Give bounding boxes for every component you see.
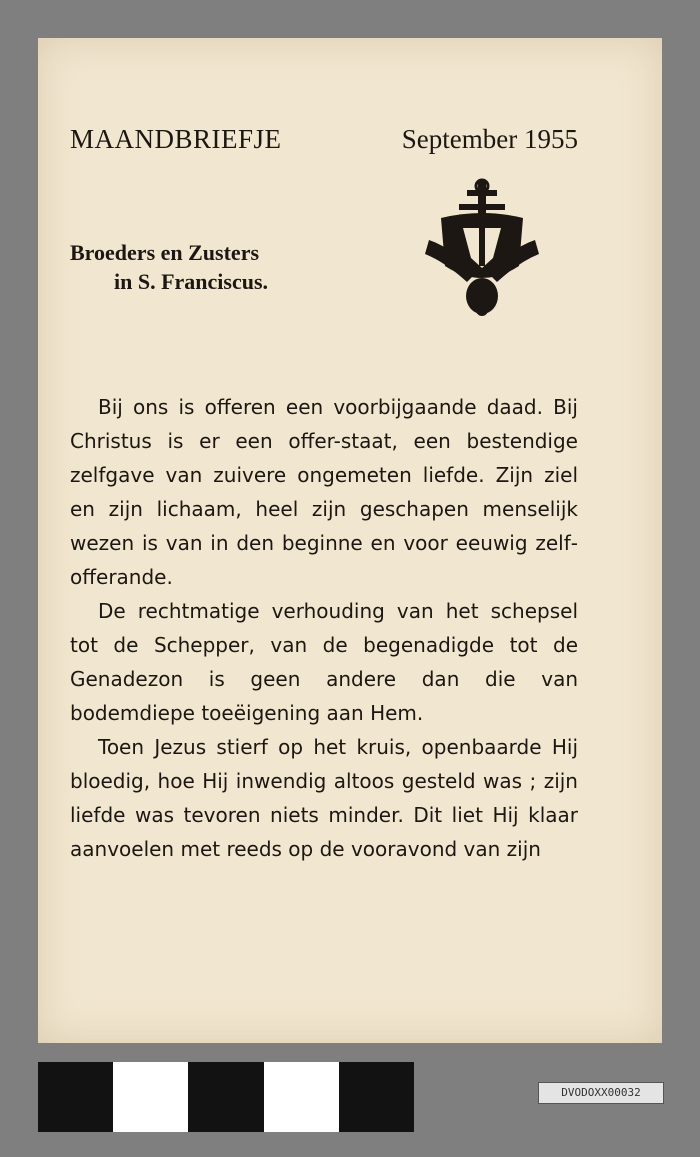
salutation-line-2: in S. Franciscus. bbox=[114, 269, 269, 294]
paragraph-2: De rechtmatige verhouding van het schepsel tot de Schepper, van de begenadigde tot de Genadezon is geen andere dan die van bodemdiepe toeëigening aan Hem. bbox=[70, 599, 578, 725]
color-patch bbox=[339, 1062, 414, 1132]
archive-reference: DVODOXX00032 bbox=[538, 1082, 664, 1104]
color-patch bbox=[38, 1062, 113, 1132]
letter-title: MAANDBRIEFJE bbox=[70, 124, 282, 154]
color-patch bbox=[188, 1062, 263, 1132]
color-patch bbox=[113, 1062, 188, 1132]
color-patch bbox=[264, 1062, 339, 1132]
salutation-line-1: Broeders en Zusters bbox=[70, 240, 260, 265]
scan-color-bar bbox=[38, 1062, 414, 1132]
paragraph-3: Toen Jezus stierf op het kruis, openbaarde Hij bloedig, hoe Hij inwendig altoos gesteld was ; zijn liefde was tevoren niets minder. Dit liet Hij klaar aanvoelen met reeds op de vooravond van zijn bbox=[70, 735, 578, 861]
letter-body bbox=[70, 390, 578, 866]
franciscan-cross-emblem-icon bbox=[423, 178, 541, 318]
letter-date: September 1955 bbox=[401, 124, 578, 154]
letter-page bbox=[38, 38, 662, 1043]
salutation bbox=[70, 238, 268, 296]
paragraph-1: Bij ons is offeren een voorbijgaande daad. Bij Christus is er een offer-staat, een bestendige zelfgave van zuivere ongemeten liefde. Zijn ziel en zijn lichaam, heel zijn geschapen menselijk wezen is van in den beginne en voor eeuwig zelfofferande. bbox=[70, 395, 578, 589]
